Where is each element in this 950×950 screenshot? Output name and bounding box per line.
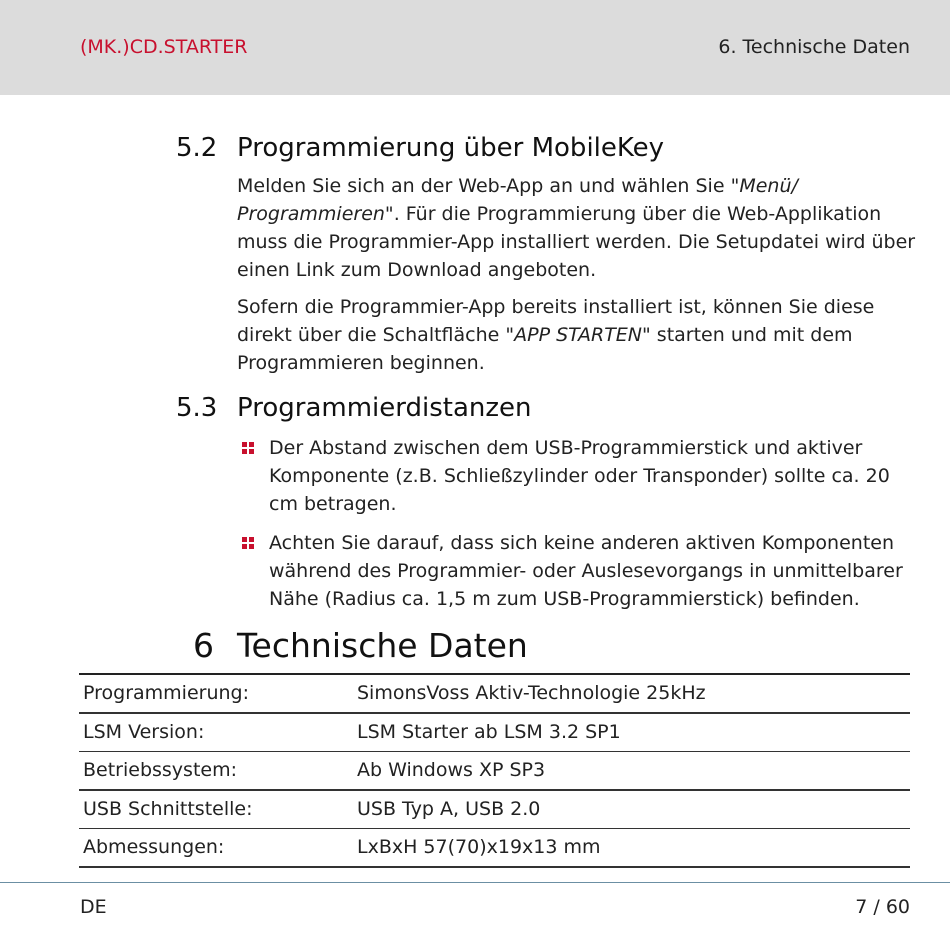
bullet-text: Achten Sie darauf, dass sich keine anderen aktiven Komponenten während des Programmier- oder Auslesevorgangs in unmittelbarer Nähe (Radius ca. 1,5 m zum USB-Programmierstick) befinden.	[269, 532, 903, 610]
section-number: 5.2	[176, 133, 218, 163]
chapter-title: Technische Daten	[237, 626, 528, 665]
text-run: Melden Sie sich an der Web-App an und wählen Sie	[237, 175, 731, 197]
text-run: starten und mit dem Programmieren beginnen.	[237, 324, 853, 374]
paragraph-app-starten	[237, 293, 917, 377]
table-row	[79, 791, 910, 829]
section-title: Programmierung über MobileKey	[237, 133, 665, 163]
row-value: LxBxH 57(70)x19x13 mm	[357, 836, 601, 858]
row-value: USB Typ A, USB 2.0	[357, 798, 541, 820]
language-label: DE	[80, 896, 107, 918]
row-value: Ab Windows XP SP3	[357, 759, 546, 781]
text-run: . Für die Programmierung über die Web-Applikation muss die Programmier-App installiert werden. Die Setupdatei wird über einen Link zum Download angeboten.	[237, 203, 916, 281]
chapter-number: 6	[193, 626, 214, 665]
page-header	[0, 0, 950, 95]
chapter-title: 6. Technische Daten	[718, 36, 910, 58]
table-row	[79, 675, 910, 714]
table-row	[79, 829, 910, 868]
section-title: Programmierdistanzen	[237, 393, 532, 423]
row-label: LSM Version:	[83, 721, 205, 743]
row-value: SimonsVoss Aktiv-Technologie 25kHz	[357, 682, 706, 704]
row-label: USB Schnittstelle:	[83, 798, 253, 820]
row-value: LSM Starter ab LSM 3.2 SP1	[357, 721, 621, 743]
bullet-icon	[242, 537, 255, 550]
button-name-text: "APP STARTEN"	[505, 324, 651, 346]
tech-data-table	[79, 673, 910, 868]
row-label: Programmierung:	[83, 682, 249, 704]
table-row	[79, 752, 910, 791]
row-label: Betriebssystem:	[83, 759, 238, 781]
paragraph-web-app	[237, 172, 917, 284]
section-number: 5.3	[176, 393, 218, 423]
brand-title: (MK.)CD.STARTER	[80, 36, 248, 58]
bullet-icon	[242, 442, 255, 455]
page-number: 7 / 60	[855, 896, 910, 918]
bullet-text: Der Abstand zwischen dem USB-Programmierstick und aktiver Komponente (z.B. Schließzylinder oder Transponder) sollte ca. 20 cm betragen.	[269, 437, 890, 515]
row-label: Abmessungen:	[83, 836, 225, 858]
table-row	[79, 714, 910, 752]
menu-path-text: "Menü/ Programmieren"	[237, 175, 798, 225]
footer-divider	[0, 882, 950, 883]
text-run: Sofern die Programmier-App bereits installiert ist, können Sie diese direkt über die Schaltfläche	[237, 296, 875, 346]
